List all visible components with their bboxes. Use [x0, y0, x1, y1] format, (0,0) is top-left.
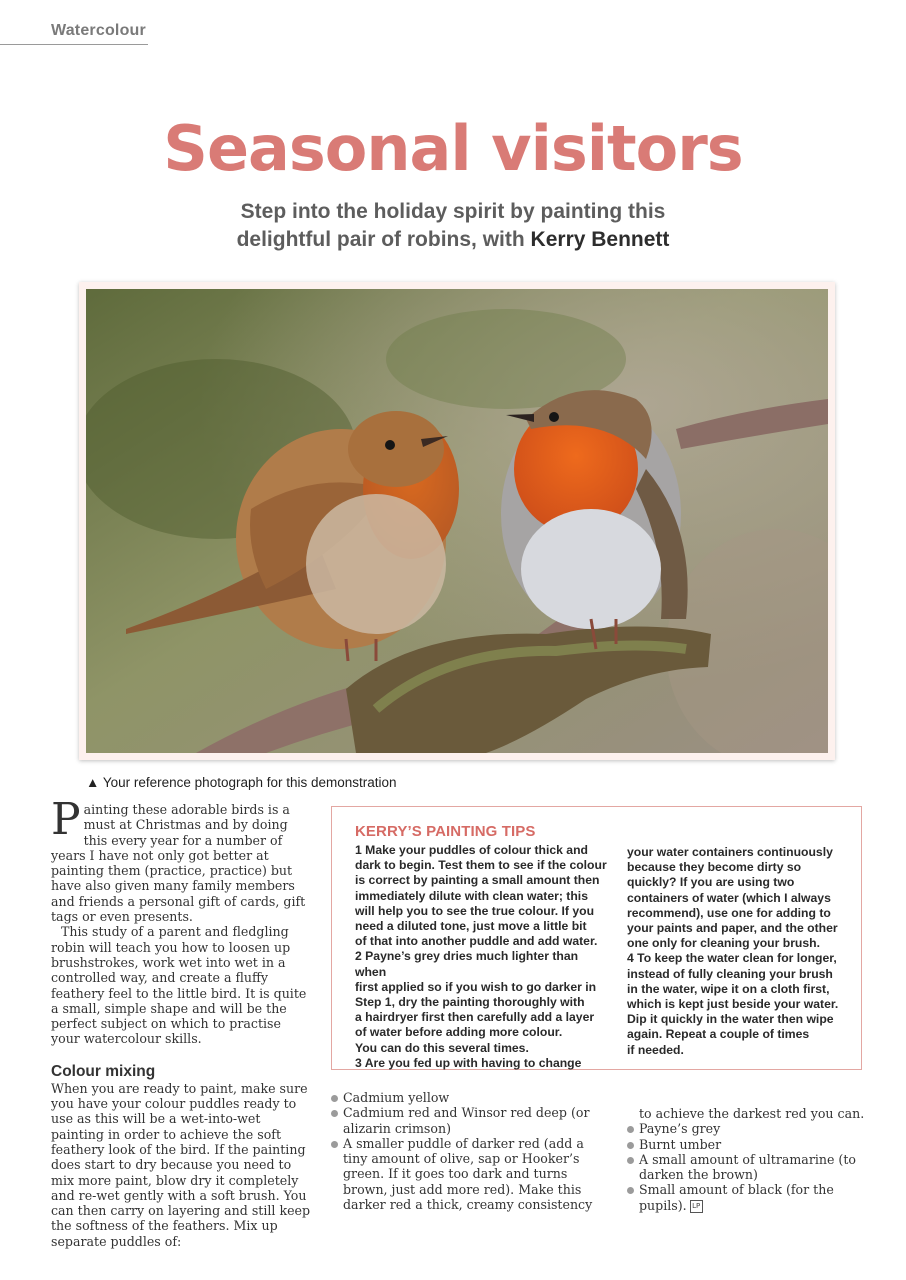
section-rule: [0, 44, 148, 45]
intro-column: [51, 794, 313, 1249]
standfirst: [0, 198, 906, 254]
end-of-article-icon: LP: [690, 1200, 703, 1213]
robins-photo: [86, 289, 828, 753]
intro-paragraph-1-text: ainting these adorable birds is a must at Christmas and by doing this every year for a number of years I have not only got better at painting them (practice, practice) but have also given many family members and friends a personal gift of cards, gift tags or even presents.: [51, 802, 306, 925]
colour-puddles-list: [331, 1090, 601, 1212]
list-item: Cadmium red and Winsor red deep (or alizarin crimson): [331, 1105, 601, 1136]
intro-paragraph-1: [51, 794, 313, 925]
list-item: A smaller puddle of darker red (add a tiny amount of olive, sap or Hooker’s green. If it goes too dark and turns brown, just add more red). Make this darker red a thick, creamy consistency: [331, 1136, 601, 1212]
standfirst-line-1: Step into the holiday spirit by painting this: [240, 200, 666, 223]
photo-caption: ▲ Your reference photograph for this demonstration: [86, 775, 397, 790]
list-item: Payne’s grey: [627, 1121, 867, 1136]
painting-tips-box: [331, 806, 862, 1070]
drop-cap: P: [51, 794, 81, 845]
standfirst-line-2-text: delightful pair of robins, with: [236, 228, 531, 251]
list-item-text: Small amount of black (for the pupils).: [639, 1182, 834, 1213]
list-item: Burnt umber: [627, 1137, 867, 1152]
article-title: Seasonal visitors: [163, 112, 743, 185]
reference-photo-frame: [79, 282, 835, 760]
colour-mixing-body: When you are ready to paint, make sure you have your colour puddles ready to use as this will be a wet-into-wet painting in order to achieve the soft feathery look of the bird. If the painting does start to dry because you need to mix more paint, blow dry it completely and re-wet gently with a soft brush. You can then carry on layering and still keep the softness of the feathers. Mix up separate puddles of:: [51, 1080, 311, 1249]
author-name: Kerry Bennett: [530, 228, 670, 251]
painting-tips-left-column: 1 Make your puddles of colour thick and dark to begin. Test them to see if the colour is correct by painting a small amount then immediately dilute with clean water; this will help you to see the true colour. If you need a diluted tone, just move a little bit of that into another puddle and add water. 2 Payne’s grey dries much lighter than when first applied so if you wish to go darker in Step 1, dry the painting thoroughly with a hairdryer first then carefully add a layer of water before adding more colour. You can do this several times. 3 Are you fed up with having to change: [355, 843, 607, 1070]
list-item-continuation: to achieve the darkest red you can.: [639, 1106, 865, 1121]
painting-tips-title: KERRY’S PAINTING TIPS: [355, 823, 536, 840]
standfirst-line-2: [0, 226, 906, 254]
painting-tips-right-column: your water containers continuously because they become dirty so quickly? If you are using two containers of water (which I always recommend), use one for adding to your paints and paper, and the other one only for cleaning your brush. 4 To keep the water clean for longer, instead of fully cleaning your brush in the water, wipe it on a cloth first, which is kept just beside your water. Dip it quickly in the water then wipe again. Repeat a couple of times if needed.: [627, 845, 839, 1057]
colour-mixing-heading: Colour mixing: [51, 1062, 156, 1080]
list-item-last: [627, 1182, 867, 1213]
section-label: Watercolour: [51, 22, 146, 39]
list-item: A small amount of ultramarine (to darken the brown): [627, 1152, 867, 1183]
intro-paragraph-2: This study of a parent and fledgling robin will teach you how to loosen up brushstrokes, work wet into wet in a controlled way, and create a fluffy feathery feel to the little bird. It is quite a small, simple shape and will be the perfect subject on which to practise your watercolour skills.: [51, 924, 307, 1047]
colour-puddles-list-continued: [627, 1106, 867, 1213]
list-item: Cadmium yellow: [331, 1090, 601, 1105]
